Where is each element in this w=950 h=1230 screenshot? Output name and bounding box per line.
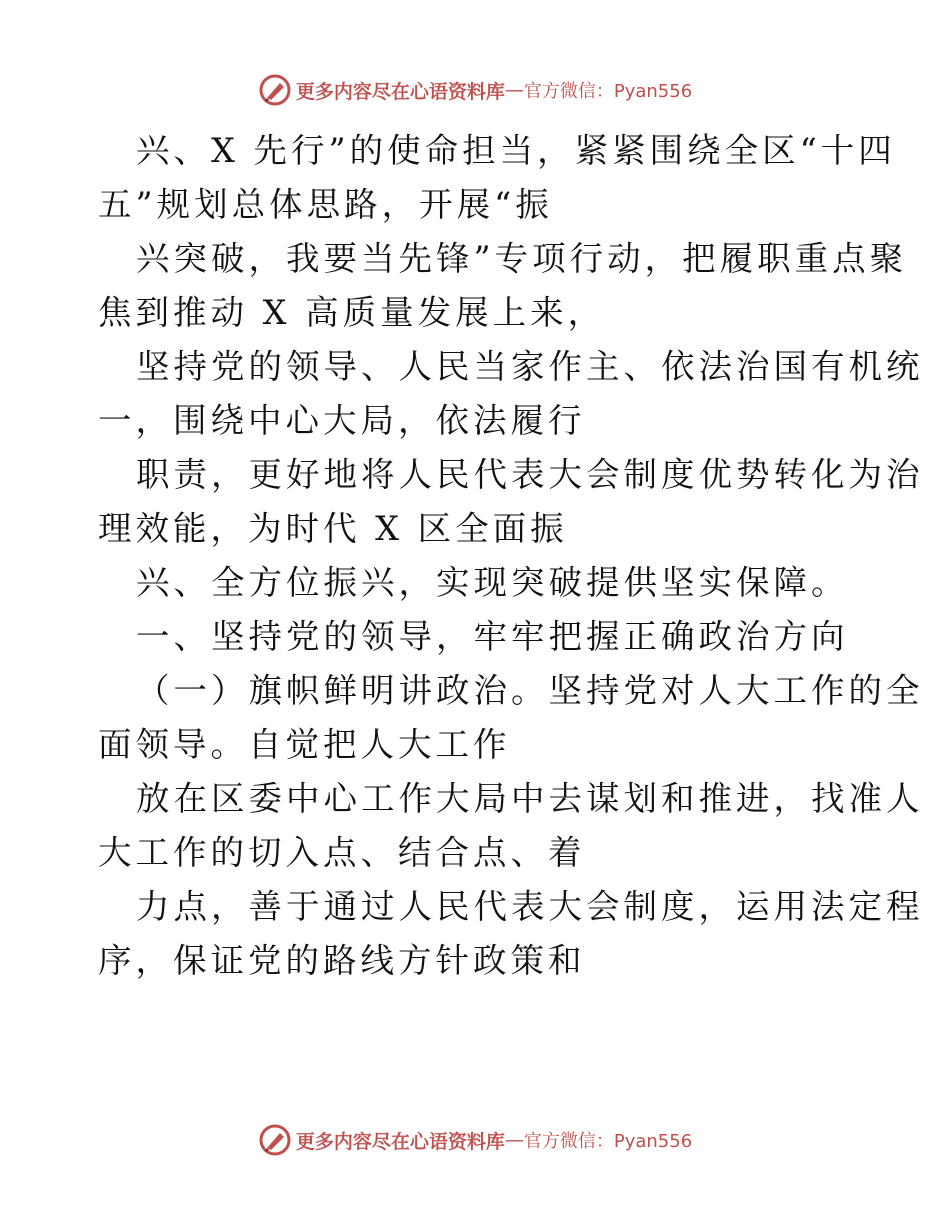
watermark-wechat: 官方微信：Pyan556 (523, 81, 693, 102)
paragraph-line: 大工作的切入点、结合点、着 (98, 833, 586, 872)
paragraph-line: 一、坚持党的领导，牢牢把握正确政治方向 (136, 617, 849, 656)
paragraph (98, 448, 924, 556)
paragraph-line: 兴、全方位振兴，实现突破提供坚实保障。 (136, 563, 849, 602)
paragraph (98, 340, 924, 448)
watermark-wechat: 官方微信：Pyan556 (523, 1131, 693, 1152)
paragraph-line: 理效能，为时代 X 区全面振 (98, 509, 568, 548)
paragraph-line: 职责，更好地将人民代表大会制度优势转化为治 (136, 455, 924, 494)
header-watermark (0, 70, 950, 110)
paragraph (98, 772, 924, 880)
paragraph-line: （一）旗帜鲜明讲政治。坚持党对人大工作的全 (136, 671, 924, 710)
watermark-text: 更多内容尽在心语资料库 (295, 80, 505, 103)
paragraph (98, 124, 896, 232)
footer-watermark (0, 1120, 950, 1160)
paragraph-line: 兴突破，我要当先锋”专项行动，把履职重点聚 (136, 239, 908, 278)
paragraph-line: 坚持党的领导、人民当家作主、依法治国有机统 (136, 347, 924, 386)
watermark-text: 更多内容尽在心语资料库 (295, 1130, 505, 1153)
paragraph-line: 放在区委中心工作大局中去谋划和推进，找准人 (136, 779, 924, 818)
paragraph (98, 664, 924, 772)
paragraph-line: 序，保证党的路线方针政策和 (98, 941, 586, 980)
watermark-separator: — (504, 79, 524, 101)
watermark-separator: — (504, 1129, 524, 1151)
paragraph (98, 232, 908, 340)
paragraph-line: 五”规划总体思路，开展“振 (98, 185, 553, 224)
paragraph-line: 面领导。自觉把人大工作 (98, 725, 511, 764)
pen-logo-icon (258, 73, 292, 107)
paragraph (98, 880, 924, 988)
paragraph-line: 力点，善于通过人民代表大会制度，运用法定程 (136, 887, 924, 926)
pen-logo-icon (258, 1123, 292, 1157)
paragraph-line: 一，围绕中心大局，依法履行 (98, 401, 586, 440)
paragraph-line: 焦到推动 X 高质量发展上来， (98, 293, 606, 332)
document-body (98, 124, 924, 988)
paragraph-line: 兴、X 先行”的使命担当，紧紧围绕全区“十四 (136, 131, 896, 170)
section-heading (98, 610, 858, 664)
paragraph (98, 556, 858, 610)
